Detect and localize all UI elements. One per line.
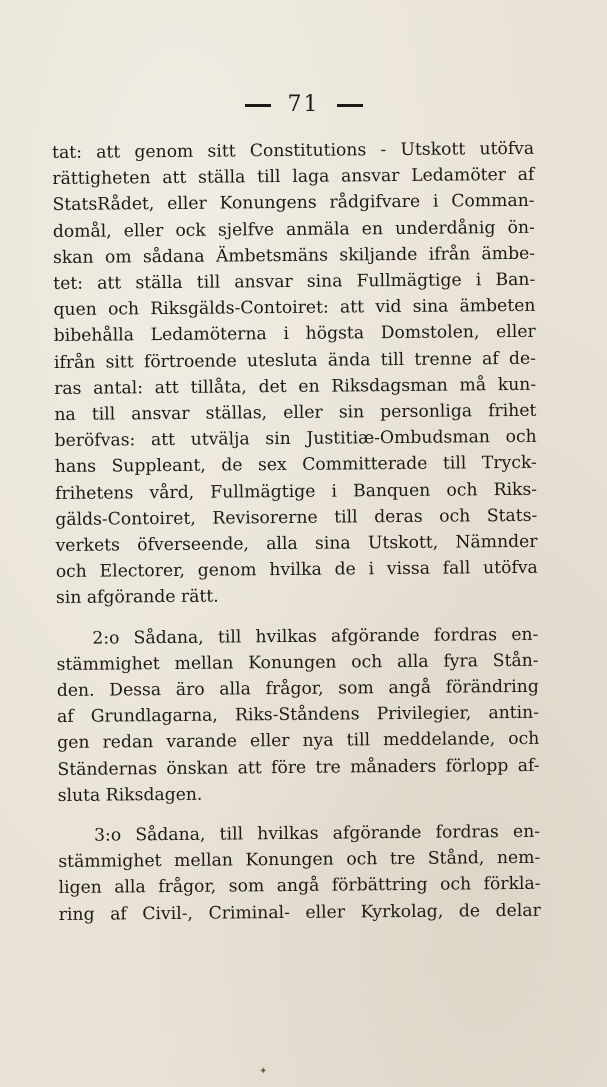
text-line: rättigheten att ställa till laga ansvar Ledamöter af [52,164,535,190]
text-line: tat: att genom sitt Constitutions - Utskott utöfva [52,138,535,163]
page-number: 71 [287,92,320,117]
text-line: stämmighet mellan Konungen och tre Stånd, nem- [58,848,541,873]
text-line: na till ansvar ställas, eller sin personliga frihet [54,400,537,426]
text-line: och Electorer, genom hvilka de i vissa fall utöfva [55,558,538,583]
text-line: bibehålla Ledamöterna i högsta Domstolen, eller [53,322,536,347]
text-line: ras antal: att tillåta, det en Riksdagsman må kun- [54,374,537,399]
text-line: stämmighet mellan Konungen och alla fyra Stån- [56,650,539,675]
header-dash-left [245,104,271,107]
text-line: Ständernas önskan att före tre månaders förlopp af- [57,755,540,780]
page-header [0,92,607,117]
text-line: tet: att ställa till ansvar sina Fullmägtige i Ban- [53,269,536,295]
body-text [52,136,541,928]
ink-speck: ✦ [259,1066,268,1077]
text-line: sluta Riksdagen. [57,784,203,806]
text-line: skan om sådana Ämbetsmäns skiljande ifrån ämbe- [52,243,536,268]
text-line: ring af Civil-, Criminal- eller Kyrkolag, de delar [58,900,541,925]
text-line: domål, eller ock sjelfve anmäla en underdånig ön- [52,217,535,242]
text-line: 2:o Sådana, till hvilkas afgörande fordras en- [92,624,539,649]
text-line: StatsRådet, eller Konungens rådgifvare i Comman- [52,191,535,216]
text-line: 3:o Sådana, till hvilkas afgörande fordras en- [93,821,541,846]
header-dash-right [337,104,363,107]
text-line: af Grundlagarna, Riks-Ståndens Privilegier, antin- [56,703,540,728]
text-line: ligen alla frågor, som angå förbättring och förkla- [58,874,541,899]
paragraph-3 [58,819,541,928]
text-line: hans Suppleant, de sex Committerade till Tryck- [54,453,537,478]
text-line: quen och Riksgälds-Contoiret: att vid sina ämbeten [53,296,536,321]
text-line: den. Dessa äro alla frågor, som angå förändring [56,676,539,702]
paragraph-2 [56,621,540,809]
text-line: verkets öfverseende, alla sina Utskott, Nämnder [55,531,538,557]
text-line: gen redan varande eller nya till meddelande, och [57,729,540,754]
text-line: ifrån sitt förtroende utesluta ända till trenne af de- [53,348,537,373]
text-line: beröfvas: att utvälja sin Justitiæ-Ombudsman och [54,427,537,452]
text-line: gälds-Contoiret, Revisorerne till deras och Stats- [55,505,538,530]
paragraph-1 [52,136,538,612]
text-line: sin afgörande rätt. [55,587,219,609]
text-line: frihetens vård, Fullmägtige i Banquen och Riks- [54,479,538,504]
